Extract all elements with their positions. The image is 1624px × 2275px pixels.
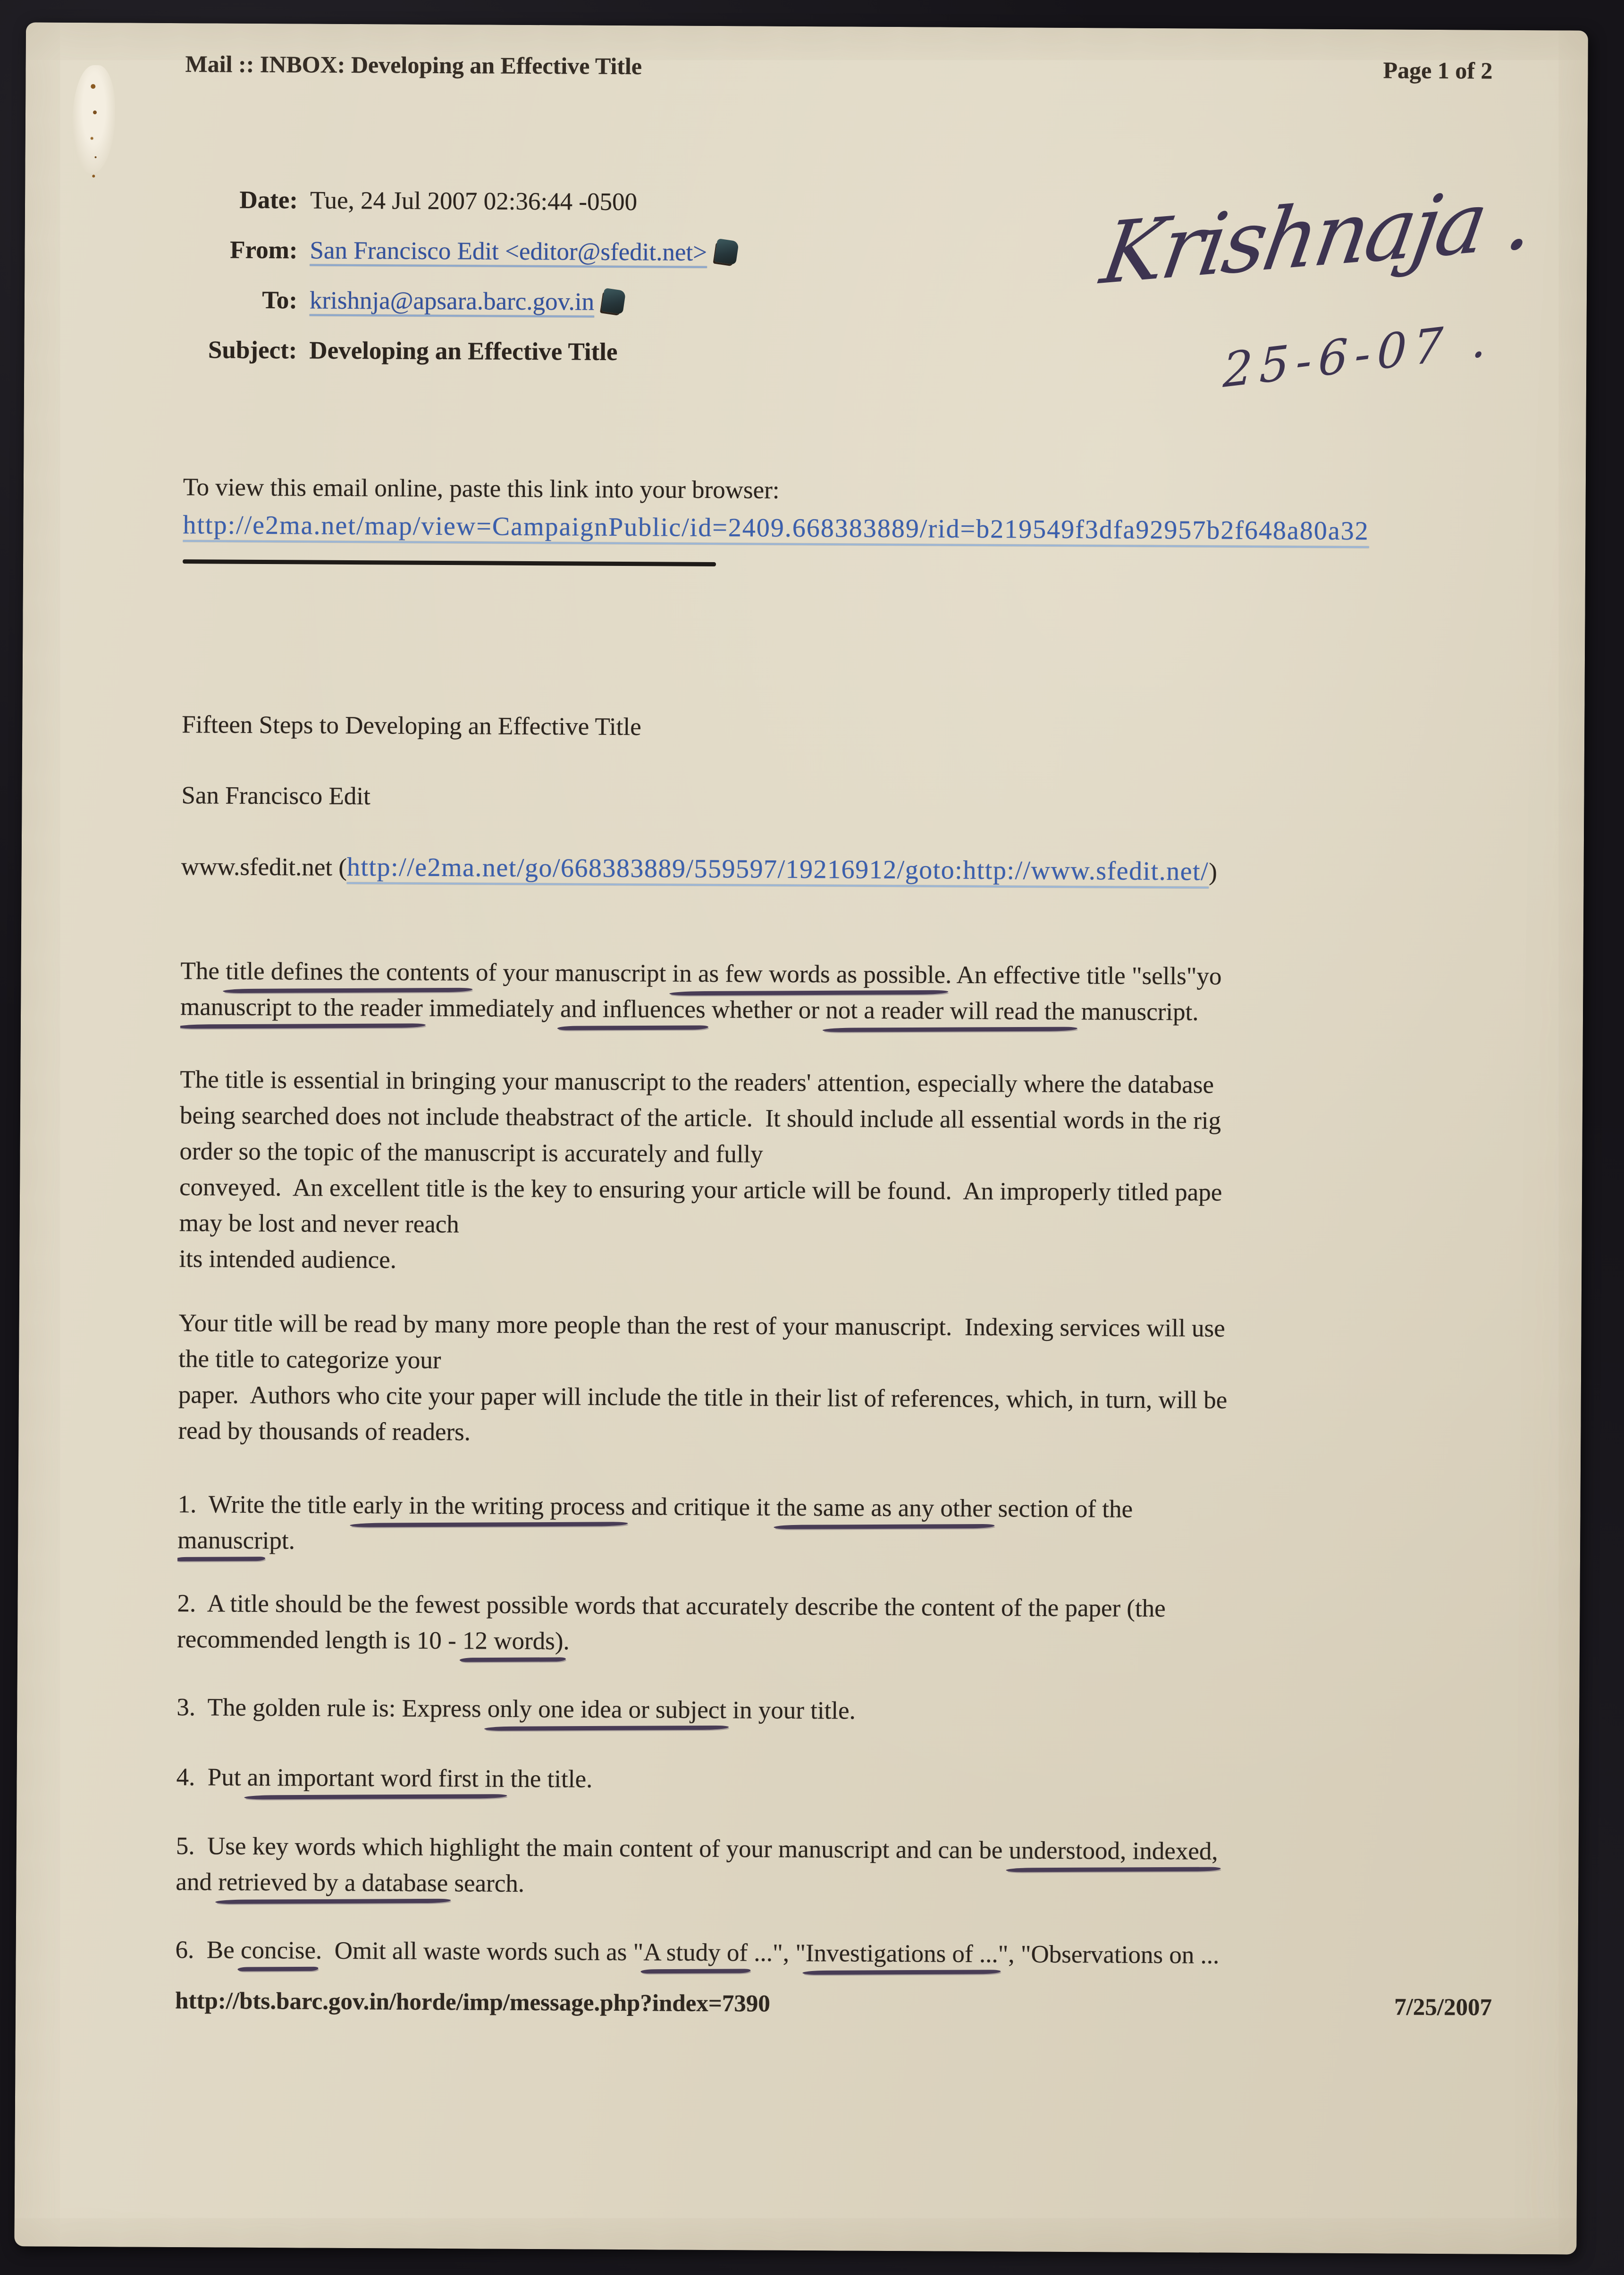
campaign-url-link: http://e2ma.net/map/view=CampaignPublic/id=2409.668383889/rid=b219549f3dfa92957b2f648a80a32 — [183, 510, 1369, 546]
text-line: 4. Put an important word first in the title. — [176, 1763, 593, 1793]
text-line: manuscript. — [177, 1526, 295, 1555]
text-line: the title to categorize your — [178, 1345, 441, 1374]
from-address-link: San Francisco Edit <editor@sfedit.net> — [310, 236, 707, 266]
text-line: recommended length is 10 - 12 words). — [177, 1626, 570, 1655]
text-line: Your title will be read by many more people than the rest of your manuscript. Indexing services will use — [178, 1309, 1225, 1342]
text-line: order so the topic of the manuscript is accurately and fully — [179, 1138, 763, 1168]
printed-content — [174, 42, 1573, 2234]
website-suffix: ) — [1209, 858, 1217, 886]
text-line: paper. Authors who cite your paper will include the title in their list of references, which, in turn, will be — [178, 1381, 1228, 1414]
text-line: 1. Write the title early in the writing process and critique it the same as any other section of the — [177, 1491, 1133, 1523]
footer-date: 7/25/2007 — [1394, 1994, 1492, 2021]
paragraph-2 — [179, 1062, 1567, 1284]
pen-underline: Investigations of ... — [805, 1939, 998, 1968]
window-title: Mail :: INBOX: Developing an Effective Title — [185, 51, 642, 80]
text-line: 6. Be concise. Omit all waste words such as "A study of ...", "Investigations of ...", "Observations on ... — [175, 1936, 1220, 1969]
article-title: Fifteen Steps to Developing an Effective Title — [182, 711, 641, 741]
paragraph-1 — [180, 953, 1568, 1032]
page-indicator: Page 1 of 2 — [1383, 57, 1493, 84]
handwritten-name: Krishnaja . — [1095, 169, 1540, 303]
meta-value-to — [310, 283, 737, 321]
text-line: conveyed. An excellent title is the key to ensuring your article will be found. An improperly titled pape — [179, 1173, 1222, 1206]
meta-label-to: To: — [262, 286, 298, 314]
text-line: The title is essential in bringing your manuscript to the readers' attention, especially where the database — [180, 1066, 1214, 1099]
meta-value-from — [310, 233, 737, 271]
pen-underline: A study of — [643, 1938, 748, 1967]
article-author: San Francisco Edit — [181, 782, 370, 810]
footer-url: http://bts.barc.gov.in/horde/imp/message.php?index=7390 — [175, 1988, 771, 2017]
meta-value-subject: Developing an Effective Title — [309, 337, 618, 366]
print-header — [185, 46, 1492, 89]
website-url-link: http://e2ma.net/go/668383889/559597/19216912/goto:http://www.sfedit.net/ — [346, 852, 1209, 886]
pen-underline: not a reader will read the — [825, 996, 1075, 1026]
pen-underline: an important word first in — [247, 1763, 505, 1793]
pen-underline: early in the writing process — [353, 1491, 625, 1521]
text-line: may be lost and never reach — [179, 1209, 459, 1239]
pen-underline: the same as any other — [776, 1493, 992, 1523]
contact-icon — [601, 288, 626, 314]
list-item-5 — [176, 1828, 1564, 1907]
text-line: manuscript to the reader immediately and influences whether or not a reader will read the manuscript. — [180, 993, 1199, 1026]
text-line: its intended audience. — [179, 1245, 397, 1274]
pen-underline: 12 words) — [462, 1627, 564, 1655]
print-footer — [175, 1983, 1492, 2026]
list-item-1 — [177, 1486, 1565, 1565]
list-item-2 — [177, 1585, 1565, 1664]
pen-underline: and influences — [560, 995, 706, 1023]
pen-underline: manuscript to the reader — [180, 993, 423, 1022]
text-line: and retrieved by a database search. — [176, 1868, 525, 1897]
text-line: 5. Use key words which highlight the main content of your manuscript and can be understood, indexed, — [176, 1832, 1218, 1865]
paragraph-3 — [178, 1305, 1566, 1456]
contact-icon — [714, 238, 739, 265]
view-online-text: To view this email online, paste this link into your browser: — [183, 473, 780, 504]
pen-underline: title defines the contents — [226, 957, 470, 986]
list-item-6 — [175, 1932, 1563, 1975]
text-line: read by thousands of readers. — [178, 1417, 471, 1446]
meta-label-date: Date: — [239, 186, 298, 214]
meta-label-from: From: — [230, 236, 298, 264]
pen-underline: understood, indexed, — [1009, 1837, 1218, 1865]
list-item-4 — [176, 1759, 1564, 1802]
website-prefix: www.sfedit.net ( — [181, 853, 347, 881]
pen-underline: manuscr — [177, 1526, 262, 1555]
handwritten-date: 25-6-07 . — [1222, 311, 1494, 399]
text-line: being searched does not include theabstract of the article. It should include all essential words in the rig — [179, 1102, 1221, 1135]
pen-underline: retrieved by a database — [218, 1868, 448, 1897]
list-item-3 — [177, 1689, 1564, 1732]
pen-underline: concise — [240, 1936, 316, 1964]
text-line: 3. The golden rule is: Express only one idea or subject in your title. — [177, 1694, 856, 1725]
to-address-link: krishnja@apsara.barc.gov.in — [309, 286, 595, 316]
meta-value-date: Tue, 24 Jul 2007 02:36:44 -0500 — [310, 186, 638, 216]
article-website-line — [181, 848, 1217, 890]
paper-tear-stain — [72, 65, 115, 174]
pen-underline: in as few words as possible — [672, 960, 946, 989]
meta-label-subject: Subject: — [208, 336, 297, 364]
separator-line — [183, 559, 716, 566]
pen-underline: only one idea or subject — [487, 1695, 727, 1724]
paper-page — [14, 22, 1588, 2254]
text-line: 2. A title should be the fewest possible words that accurately describe the content of the paper (the — [177, 1590, 1166, 1623]
text-line: The title defines the contents of your manuscript in as few words as possible. An effective title "sells"yo — [180, 957, 1222, 990]
email-meta — [184, 182, 738, 371]
